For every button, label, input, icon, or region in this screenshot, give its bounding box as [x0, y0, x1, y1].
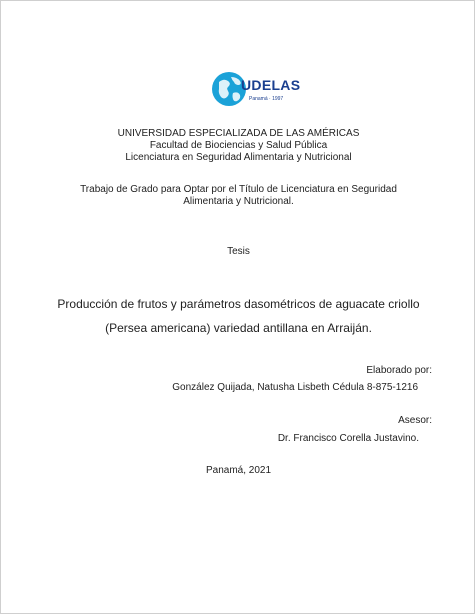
thesis-title-line-2: (Persea americana) variedad antillana en Arraiján.: [105, 321, 372, 335]
author-label: Elaborado por:: [366, 365, 432, 376]
advisor-name: Dr. Francisco Corella Justavino.: [277, 433, 419, 444]
logo-tagline: Panamá · 1997: [249, 96, 284, 102]
udelas-logo: [209, 69, 301, 111]
advisor-label: Asesor:: [398, 415, 432, 426]
university-name: UNIVERSIDAD ESPECIALIZADA DE LAS AMÉRICAS: [117, 128, 360, 139]
place-date: Panamá, 2021: [205, 465, 272, 476]
thesis-title-line-1: Producción de frutos y parámetros dasométricos de aguacate criollo: [57, 297, 420, 311]
faculty-name: Facultad de Biociencias y Salud Pública: [149, 140, 328, 151]
purpose-line-1: Trabajo de Grado para Optar por el Título de Licenciatura en Seguridad: [80, 184, 397, 195]
author-name: González Quijada, Natusha Lisbeth Cédula 8-875-1216: [172, 382, 418, 393]
program-name: Licenciatura en Seguridad Alimentaria y Nutricional: [125, 152, 352, 163]
purpose-line-2: Alimentaria y Nutricional.: [183, 196, 294, 207]
logo-wordmark: UDELAS: [241, 77, 301, 93]
document-type: Tesis: [227, 246, 250, 257]
